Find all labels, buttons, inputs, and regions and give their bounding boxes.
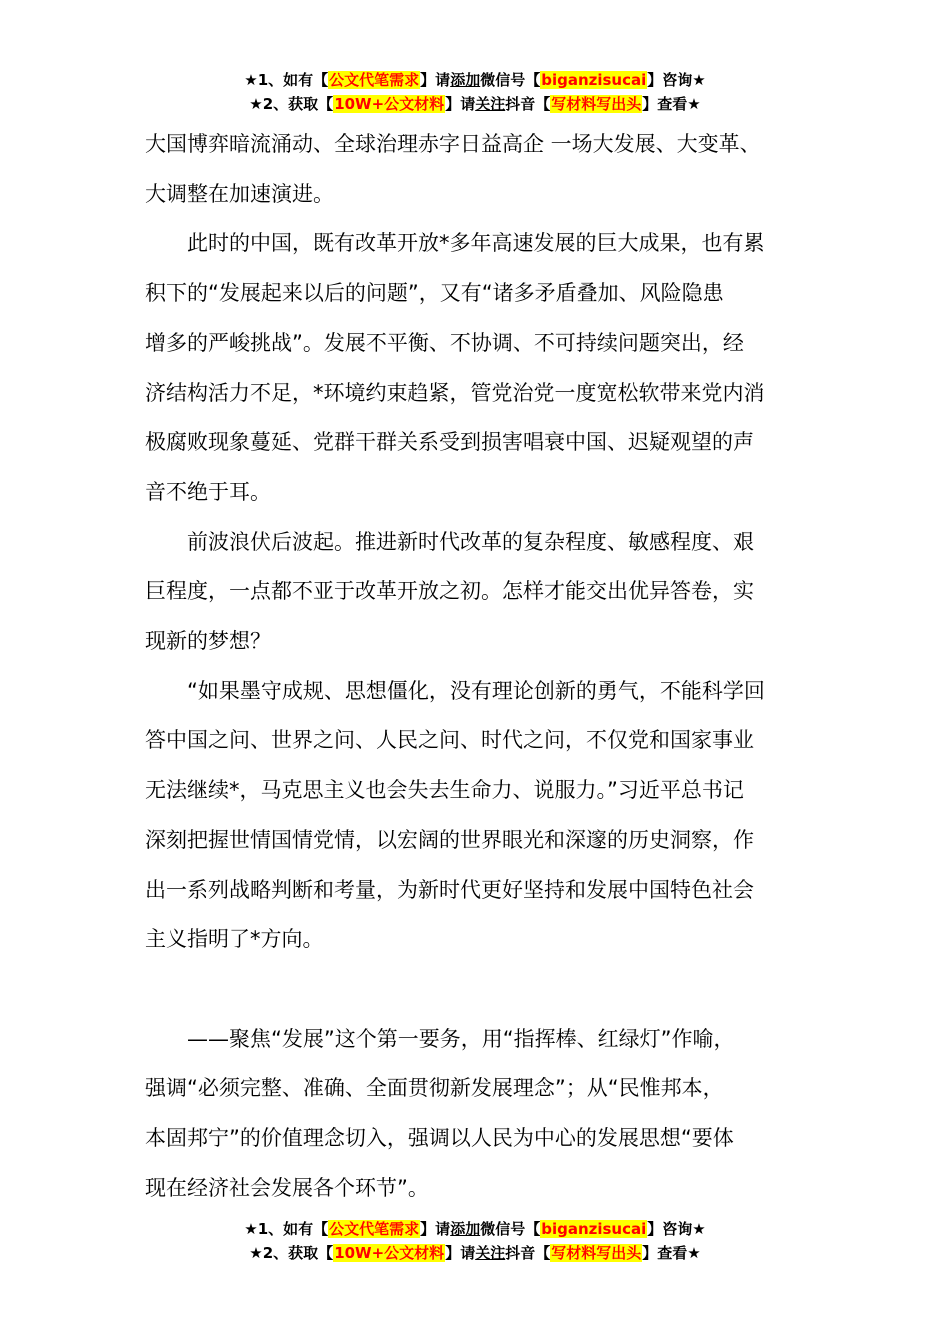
text-line: 前波浪伏后波起。推进新时代改革的复杂程度、敏感程度、艰	[187, 529, 754, 554]
text-line: 增多的严峻挑战”。发展不平衡、不协调、不可持续问题突出，经	[145, 330, 744, 355]
text-line: 现新的梦想？	[145, 629, 271, 654]
highlight-materials: 10W+公文材料	[334, 1244, 445, 1262]
highlight-douyin-account: 写材料写出头	[551, 1244, 642, 1262]
text-line: 巨程度，一点都不亚于改革开放之初。怎样才能交出优异答卷，实	[145, 579, 754, 604]
paragraph-gap	[145, 965, 835, 1015]
text-line: 此时的中国，既有改革开放*多年高速发展的巨大成果，也有累	[187, 231, 765, 256]
text-line: 深刻把握世情国情党情，以宏阔的世界眼光和深邃的历史洞察，作	[145, 827, 754, 852]
text-line: 济结构活力不足，*环境约束趋紧，管党治党一度宽松软带来党内消	[145, 380, 765, 405]
header-banner	[0, 68, 950, 116]
text-line: 主义指明了*方向。	[145, 927, 324, 952]
text-line: 本固邦宁”的价值理念切入，强调以人民为中心的发展思想“要体	[145, 1126, 734, 1151]
banner-line-2: ★2、获取【10W+公文材料】请关注抖音【写材料写出头】查看★	[249, 95, 701, 113]
text-line: 强调“必须完整、准确、全面贯彻新发展理念”；从“民惟邦本，	[145, 1076, 724, 1101]
text-line: 音不绝于耳。	[145, 479, 271, 504]
document-body	[145, 120, 835, 1213]
highlight-wechat-id: biganzisucai	[541, 1220, 647, 1238]
highlight-materials: 10W+公文材料	[334, 95, 445, 113]
banner-line-1: ★1、如有【公文代笔需求】请添加微信号【biganzisucai】咨询★	[244, 71, 706, 89]
text-line: 极腐败现象蔓延、党群干群关系受到损害唱衰中国、迟疑观望的声	[145, 430, 754, 455]
banner-line-1: ★1、如有【公文代笔需求】请添加微信号【biganzisucai】咨询★	[244, 1220, 706, 1238]
text-line: 大国博弈暗流涌动、全球治理赤字日益高企 一场大发展、大变革、	[145, 132, 761, 156]
highlight-service: 公文代笔需求	[329, 1220, 420, 1238]
text-line: 答中国之问、世界之问、人民之问、时代之问，不仅党和国家事业	[145, 728, 754, 753]
text-line: 出一系列战略判断和考量，为新时代更好坚持和发展中国特色社会	[145, 877, 754, 902]
footer-banner	[0, 1217, 950, 1265]
text-line: “如果墨守成规、思想僵化，没有理论创新的勇气，不能科学回	[187, 678, 765, 703]
text-line: 无法继续*，马克思主义也会失去生命力、说服力。”习近平总书记	[145, 778, 744, 803]
highlight-service: 公文代笔需求	[329, 71, 420, 89]
banner-line-2: ★2、获取【10W+公文材料】请关注抖音【写材料写出头】查看★	[249, 1244, 701, 1262]
text-line: 积下的“发展起来以后的问题”，又有“诸多矛盾叠加、风险隐患	[145, 281, 724, 306]
text-line: 大调整在加速演进。	[145, 181, 334, 206]
text-line: 现在经济社会发展各个环节”。	[145, 1175, 429, 1200]
highlight-douyin-account: 写材料写出头	[551, 95, 642, 113]
highlight-wechat-id: biganzisucai	[541, 71, 647, 89]
text-line: ——聚焦“发展”这个第一要务，用“指挥棒、红绿灯”作喻，	[187, 1026, 735, 1051]
